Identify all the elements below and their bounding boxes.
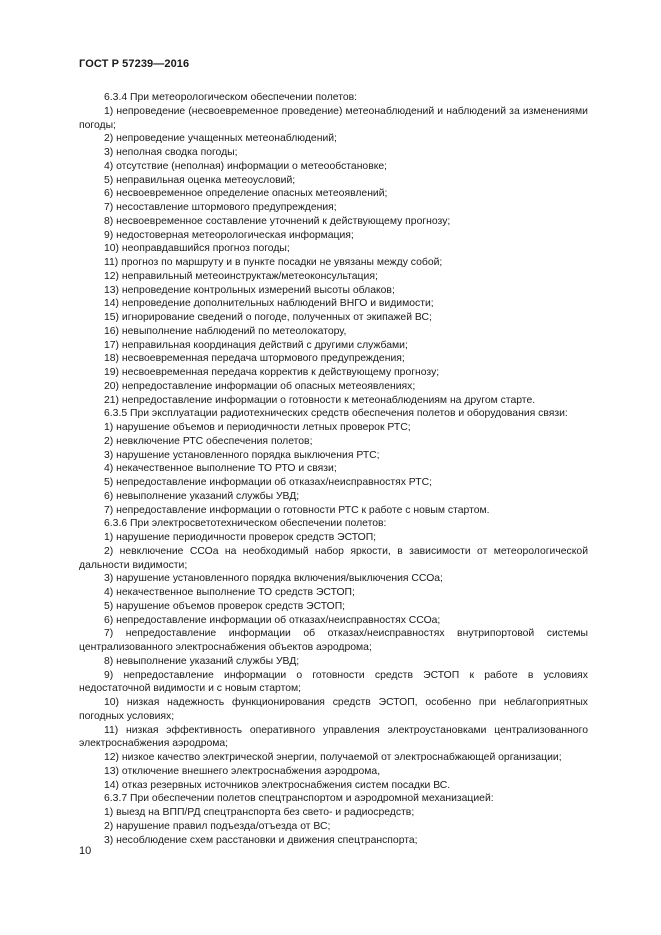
list-item: 1) нарушение объемов и периодичности летных проверок РТС; xyxy=(104,422,411,433)
list-item: 3) неполная сводка погоды; xyxy=(104,147,238,158)
list-item: 8) невыполнение указаний службы УВД; xyxy=(104,655,300,667)
list-item: 6) невыполнение указаний службы УВД; xyxy=(104,490,300,502)
list-item: 7) непредоставление информации о готовности РТС к работе с новым стартом. xyxy=(104,504,490,516)
list-item: 4) некачественное выполнение ТО средств ЭСТОП; xyxy=(104,587,355,598)
list-item: 11) низкая эффективность оперативного управления электроустановками централизованного электроснабжения аэродрома; xyxy=(79,724,588,750)
list-item: 10) неоправдавшийся прогноз погоды; xyxy=(104,243,290,255)
list-item: 5) непредоставление информации об отказах/неисправностях РТС; xyxy=(104,477,432,488)
list-item: 9) непредоставление информации о готовности средств ЭСТОП к работе в условиях недостаточной видимости и с новым стартом; xyxy=(79,669,588,695)
page-number: 10 xyxy=(79,845,92,857)
list-item: 6.3.7 При обеспечении полетов спецтранспортом и аэродромной механизацией: xyxy=(104,793,494,805)
list-item: 12) низкое качество электрической энергии, получаемой от электроснабжающей организации; xyxy=(104,752,562,763)
list-item: 8) несвоевременное составление уточнений к действующему прогнозу; xyxy=(104,215,451,227)
list-item: 1) нарушение периодичности проверок средств ЭСТОП; xyxy=(104,532,377,543)
list-item: 14) непроведение дополнительных наблюдений ВНГО и видимости; xyxy=(104,298,434,310)
list-item: 1) выезд на ВПП/РД спецтранспорта без свето- и радиосредств; xyxy=(104,807,415,818)
list-item: 12) неправильный метеоинструктаж/метеоконсультация; xyxy=(104,270,378,282)
document-body xyxy=(79,91,588,847)
list-item: 7) несоставление штормового предупреждения; xyxy=(104,202,337,213)
list-item: 9) недостоверная метеорологическая информация; xyxy=(104,229,354,241)
list-item: 15) игнорирование сведений о погоде, полученных от экипажей ВС; xyxy=(104,312,432,323)
list-item: 2) невключение РТС обеспечения полетов; xyxy=(104,435,313,447)
list-item: 3) несоблюдение схем расстановки и движения спецтранспорта; xyxy=(104,834,418,846)
list-item: 2) нарушение правил подъезда/отъезда от ВС; xyxy=(104,820,331,832)
standard-code-header: ГОСТ Р 57239—2016 xyxy=(79,58,190,70)
list-item: 6.3.5 При эксплуатации радиотехнических средств обеспечения полетов и оборудования связи: xyxy=(104,408,568,420)
list-item: 4) отсутствие (неполная) информации о метеообстановке; xyxy=(104,160,388,172)
list-item: 5) нарушение объемов проверок средств ЭСТОП; xyxy=(104,600,346,612)
list-item: 21) непредоставление информации о готовности к метеонаблюдениям на другом старте. xyxy=(104,394,536,406)
list-item: 5) неправильная оценка метеоусловий; xyxy=(104,174,296,186)
list-item: 13) непроведение контрольных измерений высоты облаков; xyxy=(104,284,395,296)
list-item: 1) непроведение (несвоевременное проведение) метеонаблюдений и наблюдений за изменениями погоды; xyxy=(79,105,588,131)
list-item: 2) непроведение учащенных метеонаблюдений; xyxy=(104,133,337,145)
list-item: 7) непредоставление информации об отказах/неисправностях внутрипортовой системы централизованного электроснабжения объектов аэродрома; xyxy=(79,628,588,653)
list-item: 6.3.4 При метеорологическом обеспечении полетов: xyxy=(104,92,358,103)
list-item: 3) нарушение установленного порядка включения/выключения ССОа; xyxy=(104,573,443,585)
list-item: 14) отказ резервных источников электроснабжения систем посадки ВС. xyxy=(104,779,451,791)
list-item: 11) прогноз по маршруту и в пункте посадки не увязаны между собой; xyxy=(104,257,443,268)
list-item: 6.3.6 При электросветотехническом обеспечении полетов: xyxy=(104,518,387,530)
list-item: 2) невключение ССОа на необходимый набор яркости, в зависимости от метеорологической дальности видимости; xyxy=(79,545,588,571)
list-item: 10) низкая надежность функционирования средств ЭСТОП, особенно при неблагоприятных погодных условиях; xyxy=(79,697,588,722)
list-item: 17) неправильная координация действий с другими службами; xyxy=(104,339,408,351)
list-item: 20) непредоставление информации об опасных метеоявлениях; xyxy=(104,380,416,392)
list-item: 3) нарушение установленного порядка выключения РТС; xyxy=(104,449,380,461)
list-item: 16) невыполнение наблюдений по метеолокатору, xyxy=(104,325,347,337)
list-item: 13) отключение внешнего электроснабжения аэродрома, xyxy=(104,765,381,777)
list-item: 18) несвоевременная передача штормового предупреждения; xyxy=(104,353,405,365)
list-item: 4) некачественное выполнение ТО РТО и связи; xyxy=(104,463,337,475)
list-item: 6) несвоевременное определение опасных метеоявлений; xyxy=(104,188,388,200)
list-item: 19) несвоевременная передача корректив к действующему прогнозу; xyxy=(104,367,440,378)
list-item: 6) непредоставление информации об отказах/неисправностях ССОа; xyxy=(104,614,441,626)
